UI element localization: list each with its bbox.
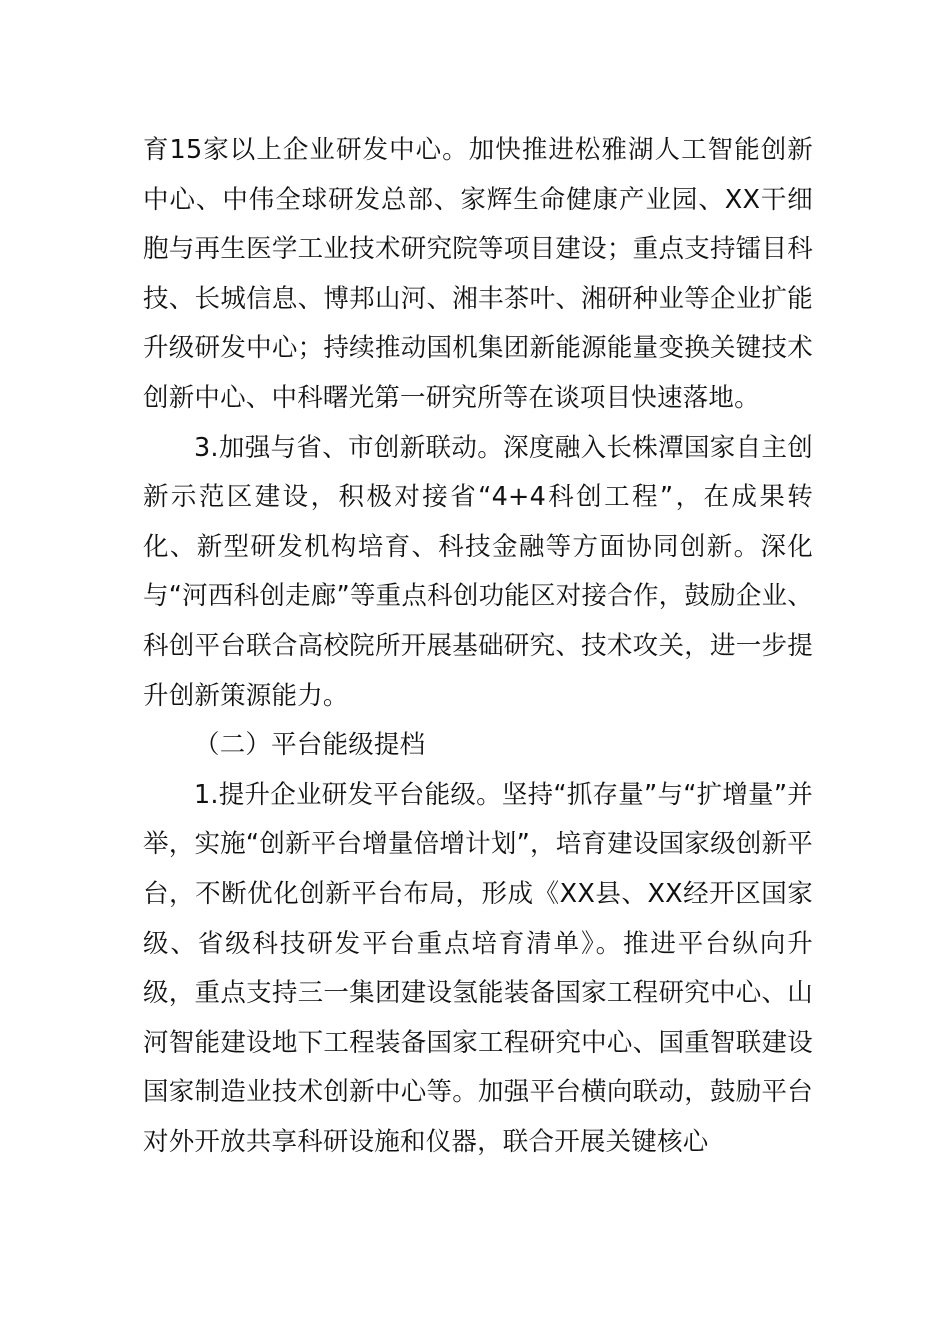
paragraph-continued: 育15家以上企业研发中心。加快推进松雅湖人工智能创新中心、中伟全球研发总部、家辉生命健康产业园、XX干细胞与再生医学工业技术研究院等项目建设；重点支持镭目科技、长城信息、博邦山河、湘丰茶叶、湘研种业等企业扩能升级研发中心；持续推动国机集团新能源能量变换关键技术创新中心、中科曙光第一研究所等在谈项目快速落地。 xyxy=(143,135,813,413)
paragraph-3-innovation-linkage: 3.加强与省、市创新联动。深度融入长株潭国家自主创新示范区建设，积极对接省“4+4科创工程”，在成果转化、新型研发机构培育、科技金融等方面协同创新。深化与“河西科创走廊”等重点科创功能区对接合作，鼓励企业、科创平台联合高校院所开展基础研究、技术攻关，进一步提升创新策源能力。 xyxy=(143,432,813,711)
document-body xyxy=(143,126,813,1167)
paragraph-1-platform-upgrade: 1.提升企业研发平台能级。坚持“抓存量”与“扩增量”并举，实施“创新平台增量倍增计划”，培育建设国家级创新平台，不断优化创新平台布局，形成《XX县、XX经开区国家级、省级科技研发平台重点培育清单》。推进平台纵向升级，重点支持三一集团建设氢能装备国家工程研究中心、山河智能建设地下工程装备国家工程研究中心、国重智联建设国家制造业技术创新中心等。加强平台横向联动，鼓励平台对外开放共享科研设施和仪器，联合开展关键核心 xyxy=(143,779,813,1157)
section-heading: （二）平台能级提档 xyxy=(194,730,426,761)
